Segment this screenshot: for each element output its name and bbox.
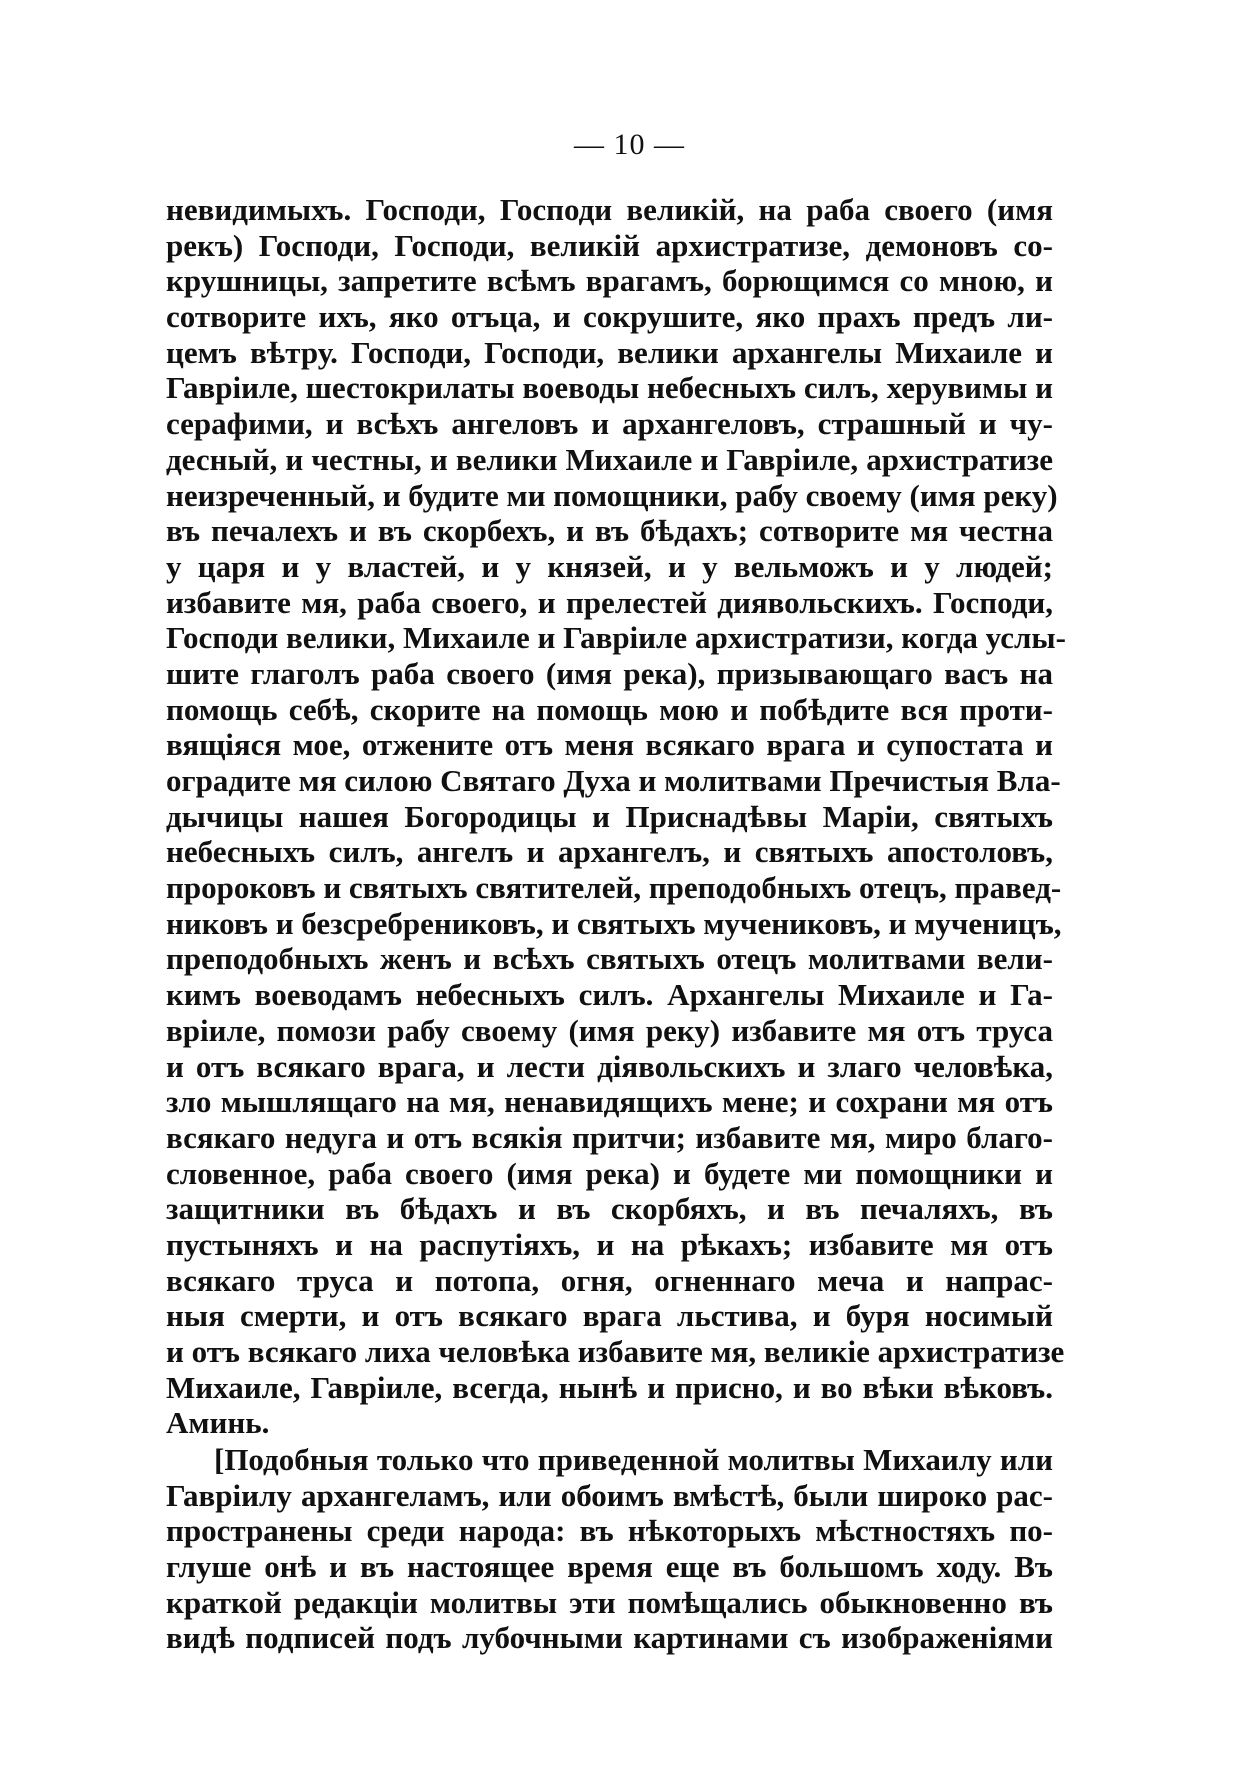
text-line: цемъ вѣтру. Господи, Господи, велики архангелы Михаиле и [166, 334, 1053, 370]
text-line: пространены среди народа: въ нѣкоторыхъ мѣстностяхъ по- [166, 1513, 1053, 1549]
text-line: рекъ) Господи, Господи, великій архистратизе, демоновъ со- [166, 227, 1053, 263]
text-line: всякаго труса и потопа, огня, огненнаго меча и напрас- [166, 1262, 1053, 1298]
text-line: вріиле, помози рабу своему (имя реку) избавите мя отъ труса [166, 1012, 1053, 1048]
text-line: краткой редакціи молитвы эти помѣщались обыкновенно въ [166, 1584, 1053, 1620]
text-line: дычицы нашея Богородицы и Приснадѣвы Маріи, святыхъ [166, 798, 1053, 834]
text-line: словенное, раба своего (имя река) и будете ми помощники и [166, 1155, 1053, 1191]
text-line: никовъ и безсребрениковъ, и святыхъ мучениковъ, и мученицъ, [166, 905, 1062, 941]
text-line: ныя смерти, и отъ всякаго врага льстива, и буря носимый [166, 1298, 1053, 1334]
text-line: пророковъ и святыхъ святителей, преподобныхъ отецъ, правед- [166, 870, 1062, 906]
text-line: видѣ подписей подъ лубочными картинами съ изображеніями [166, 1620, 1053, 1656]
text-line: вящіяся мое, отжените отъ меня всякаго врага и супостата и [166, 727, 1053, 763]
text-line: крушницы, запретите всѣмъ врагамъ, борющимся со мною, и [166, 263, 1053, 299]
text-line: и отъ всякаго лиха человѣка избавите мя, великіе архистратизе [166, 1334, 1065, 1369]
text-line: неизреченный, и будите ми помощники, рабу своему (имя реку) [166, 477, 1058, 513]
text-line-last: Аминь. [166, 1405, 270, 1441]
page-number: — 10 — [574, 128, 685, 161]
text-line: оградите мя силою Святаго Духа и молитвами Пречистыя Вла- [166, 763, 1061, 798]
text-line: всякаго недуга и отъ всякія притчи; избавите мя, миро благо- [166, 1119, 1053, 1155]
text-line-first: [Подобныя только что приведенной молитвы Михаилу или [214, 1442, 1053, 1477]
text-line: пустыняхъ и на распутіяхъ, и на рѣкахъ; избавите мя отъ [166, 1226, 1053, 1262]
text-line: Гавріиле, шестокрилаты воеводы небесныхъ силъ, херувимы и [166, 370, 1053, 406]
text-line: шите глаголъ раба своего (имя река), призывающаго васъ на [166, 655, 1053, 691]
text-line: десный, и честны, и велики Михаиле и Гавріиле, архистратизе [166, 441, 1053, 477]
text-line: серафими, и всѣхъ ангеловъ и архангеловъ, страшный и чу- [166, 406, 1053, 442]
text-line: зло мышлящаго на мя, ненавидящихъ мене; и сохрани мя отъ [166, 1084, 1053, 1120]
text-line: въ печалехъ и въ скорбехъ, и въ бѣдахъ; сотворите мя честна [166, 513, 1053, 549]
text-line: защитники въ бѣдахъ и въ скорбяхъ, и въ печаляхъ, въ [166, 1191, 1053, 1227]
text-line: глуше онѣ и въ настоящее время еще въ большомъ ходу. Въ [166, 1549, 1053, 1585]
text-line: и отъ всякаго врага, и лести діявольскихъ и злаго человѣка, [166, 1048, 1053, 1084]
text-line: невидимыхъ. Господи, Господи великій, на раба своего (имя [166, 192, 1053, 227]
commentary-paragraph [166, 1442, 1053, 1656]
text-line: Гавріилу архангеламъ, или обоимъ вмѣстѣ, были широко рас- [166, 1477, 1053, 1513]
text-line: Михаиле, Гавріиле, всегда, нынѣ и присно, и во вѣки вѣковъ. [166, 1369, 1053, 1405]
text-line: у царя и у властей, и у князей, и у вельможъ и у людей; [166, 548, 1053, 584]
text-line: преподобныхъ женъ и всѣхъ святыхъ отецъ молитвами вели- [166, 941, 1053, 977]
text-line: небесныхъ силъ, ангелъ и архангелъ, и святыхъ апостоловъ, [166, 834, 1053, 870]
prayer-paragraph [166, 192, 1066, 1441]
text-line: Господи велики, Михаиле и Гавріиле архистратизи, когда услы- [166, 620, 1066, 656]
text-line: избавите мя, раба своего, и прелестей диявольскихъ. Господи, [166, 584, 1053, 620]
text-line: сотворите ихъ, яко отъца, и сокрушите, яко прахъ предъ ли- [166, 299, 1053, 335]
text-line: помощь себѣ, скорите на помощь мою и побѣдите вся проти- [166, 691, 1053, 727]
text-line: кимъ воеводамъ небесныхъ силъ. Архангелы Михаиле и Га- [166, 977, 1053, 1013]
